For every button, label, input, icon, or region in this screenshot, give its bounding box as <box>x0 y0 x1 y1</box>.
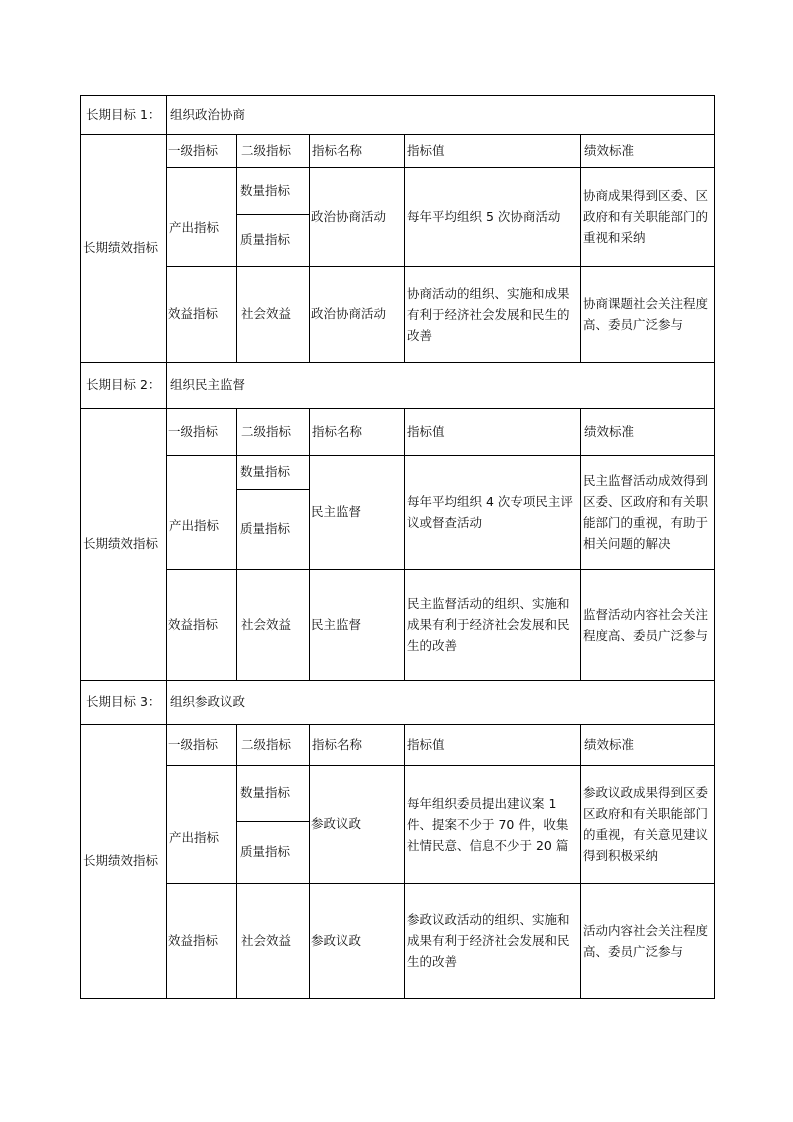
table-rule-vertical <box>236 724 237 999</box>
social-benefit-label: 社会效益 <box>241 616 292 632</box>
social-benefit-label: 社会效益 <box>241 306 292 321</box>
social-benefit-label: 社会效益 <box>241 932 292 948</box>
benefit-indicator-label: 效益指标 <box>168 932 219 948</box>
output-performance-standard: 协商成果得到区委、区政府和有关职能部门的重视和采纳 <box>583 188 709 245</box>
benefit-indicator-name: 民主监督 <box>311 616 362 632</box>
header-standard: 绩效标准 <box>584 736 635 752</box>
goal-label: 长期目标 3： <box>86 694 161 709</box>
table-rule-vertical <box>80 95 81 999</box>
goal-title: 组织民主监督 <box>170 377 246 392</box>
benefit-indicator-value: 参政议政活动的组织、实施和成果有利于经济社会发展和民生的改善 <box>407 912 570 969</box>
table-rule-vertical <box>580 408 581 681</box>
quality-indicator-label: 质量指标 <box>240 232 291 247</box>
header-value: 指标值 <box>407 423 445 439</box>
table-rule-horizontal <box>80 998 715 999</box>
quality-indicator-label: 质量指标 <box>240 521 291 536</box>
table-rule-vertical <box>714 95 715 999</box>
table-rule-vertical <box>166 95 167 363</box>
table-rule-vertical <box>309 724 310 999</box>
output-indicator-label: 产出指标 <box>169 219 220 235</box>
header-level1: 一级指标 <box>168 423 219 439</box>
benefit-indicator-value: 民主监督活动的组织、实施和成果有利于经济社会发展和民生的改善 <box>407 596 570 653</box>
quantity-indicator-label: 数量指标 <box>240 182 291 198</box>
table-rule-vertical <box>166 680 167 999</box>
table-rule-vertical <box>309 408 310 681</box>
quality-indicator-label: 质量指标 <box>240 844 291 859</box>
output-indicator-value: 每年平均组织 4 次专项民主评议或督查活动 <box>407 494 573 530</box>
header-value: 指标值 <box>407 142 445 158</box>
header-level2: 二级指标 <box>241 423 292 439</box>
benefit-indicator-name: 政治协商活动 <box>311 306 387 321</box>
benefit-indicator-value: 协商活动的组织、实施和成果有利于经济社会发展和民生的改善 <box>407 285 570 343</box>
table-rule-vertical <box>404 408 405 681</box>
goal-title: 组织政治协商 <box>170 106 246 122</box>
benefit-performance-standard: 监督活动内容社会关注程度高、委员广泛参与 <box>583 606 709 643</box>
output-indicator-name: 民主监督 <box>311 504 362 519</box>
benefit-performance-standard: 协商课题社会关注程度高、委员广泛参与 <box>583 296 709 332</box>
output-indicator-value: 每年平均组织 5 次协商活动 <box>407 209 561 224</box>
output-performance-standard: 参政议政成果得到区委区政府和有关职能部门的重视，有关意见建议得到积极采纳 <box>583 785 709 863</box>
output-performance-standard: 民主监督活动成效得到区委、区政府和有关职能部门的重视，有助于相关问题的解决 <box>583 473 709 551</box>
quantity-indicator-label: 数量指标 <box>240 785 291 800</box>
output-indicator-name: 参政议政 <box>311 816 362 831</box>
header-value: 指标值 <box>407 736 445 752</box>
output-indicator-label: 产出指标 <box>169 830 220 845</box>
header-name: 指标名称 <box>312 736 363 752</box>
table-rule-vertical <box>580 724 581 999</box>
goal-label: 长期目标 2： <box>86 377 161 392</box>
header-standard: 绩效标准 <box>584 423 635 439</box>
long-term-indicator-label: 长期绩效指标 <box>83 536 159 551</box>
goal-title: 组织参政议政 <box>170 694 246 709</box>
header-level2: 二级指标 <box>241 142 292 158</box>
header-level1: 一级指标 <box>168 142 219 158</box>
long-term-indicator-label: 长期绩效指标 <box>83 853 159 868</box>
table-rule-vertical <box>236 408 237 681</box>
table-rule-vertical <box>166 362 167 681</box>
output-indicator-name: 政治协商活动 <box>311 208 387 224</box>
table-rule-vertical <box>580 134 581 363</box>
header-name: 指标名称 <box>312 423 363 439</box>
benefit-indicator-label: 效益指标 <box>168 616 219 632</box>
header-level1: 一级指标 <box>168 736 219 752</box>
table-rule-vertical <box>236 134 237 363</box>
table-rule-vertical <box>309 134 310 363</box>
benefit-indicator-name: 参政议政 <box>311 932 362 948</box>
output-indicator-label: 产出指标 <box>169 518 220 533</box>
quantity-indicator-label: 数量指标 <box>240 464 291 479</box>
performance-goals-table <box>80 95 714 998</box>
benefit-performance-standard: 活动内容社会关注程度高、委员广泛参与 <box>583 922 709 959</box>
header-level2: 二级指标 <box>241 736 292 752</box>
benefit-indicator-label: 效益指标 <box>168 306 219 321</box>
long-term-indicator-label: 长期绩效指标 <box>83 240 159 255</box>
table-rule-vertical <box>404 724 405 999</box>
output-indicator-value: 每年组织委员提出建议案 1 件、提案不少于 70 件，收集社情民意、信息不少于 20 篇 <box>407 795 569 853</box>
goal-label: 长期目标 1： <box>86 106 161 122</box>
header-standard: 绩效标准 <box>584 142 635 158</box>
header-name: 指标名称 <box>312 142 363 158</box>
table-rule-vertical <box>404 134 405 363</box>
